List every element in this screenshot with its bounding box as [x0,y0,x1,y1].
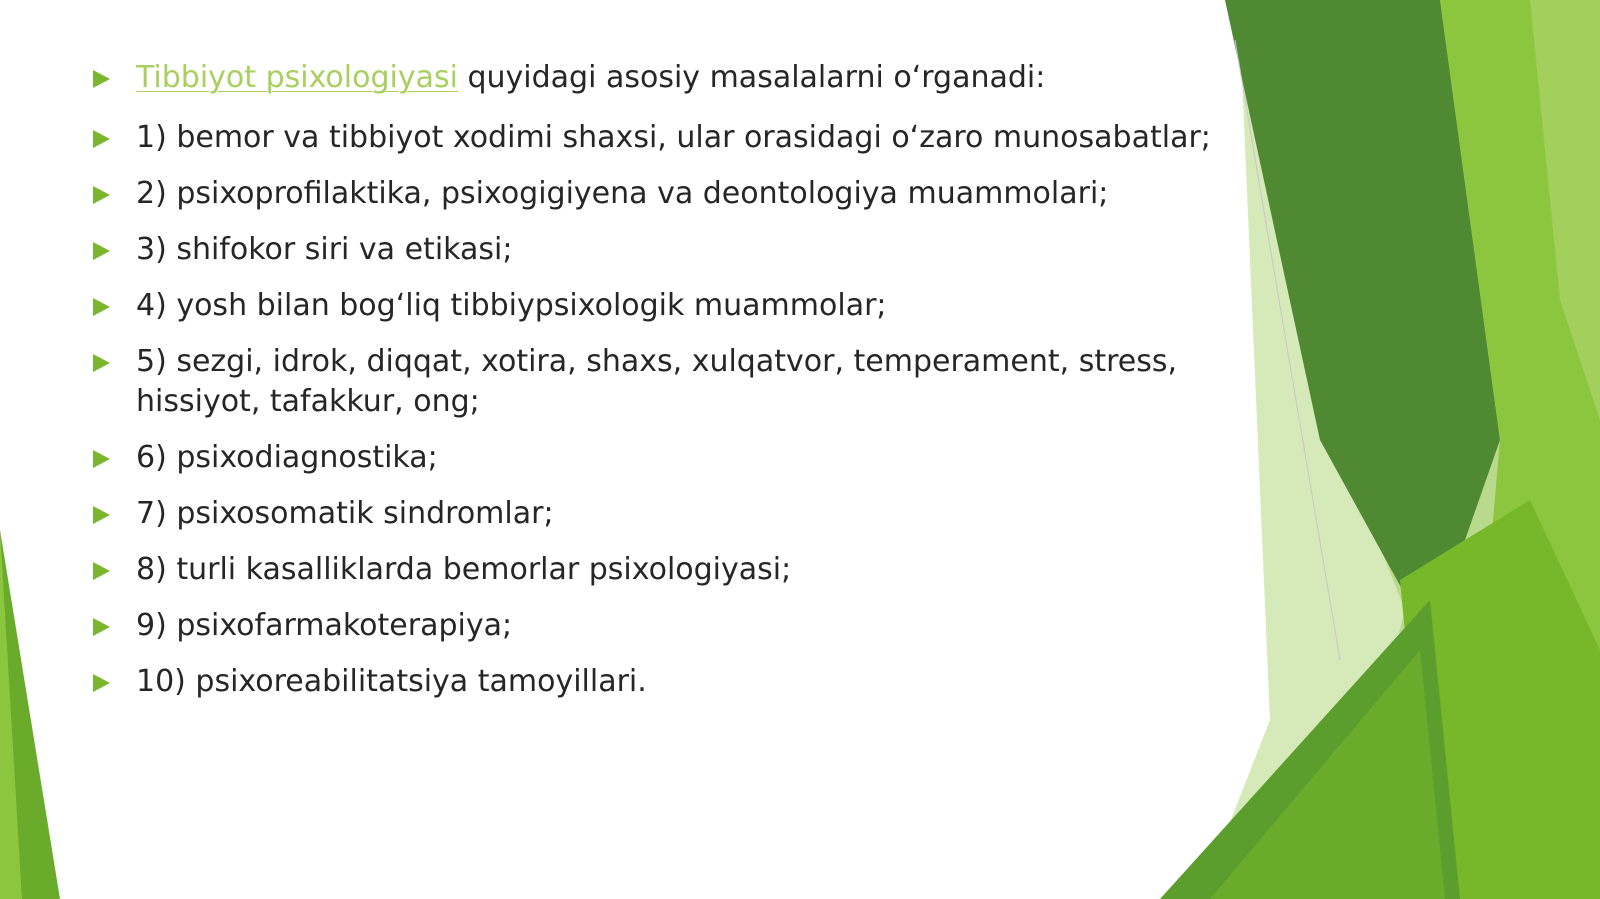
list-item-text: 6) psixodiagnostika; [136,440,438,475]
list-item-text: 1) bemor va tibbiyot xodimi shaxsi, ular orasidagi o‘zaro munosabatlar; [136,120,1211,155]
triangle-bullet-icon [93,674,110,692]
list-item [90,342,1230,422]
intro-bullet [90,58,1230,98]
triangle-bullet-icon [93,618,110,636]
intro-text: quyidagi asosiy masalalarni o‘rganadi: [457,60,1046,95]
list-item-text: 4) yosh bilan bog‘liq tibbiypsixologik muammolar; [136,288,887,323]
bullet-list [90,58,1230,702]
list-item-text: 8) turli kasalliklarda bemorlar psixologiyasi; [136,552,792,587]
triangle-bullet-icon [93,70,110,88]
list-item-text: 10) psixoreabilitatsiya tamoyillari. [136,664,647,699]
triangle-bullet-icon [93,450,110,468]
triangle-bullet-icon [93,562,110,580]
list-item [90,118,1230,158]
list-item [90,230,1230,270]
triangle-bullet-icon [93,242,110,260]
slide-content [90,58,1230,718]
list-item [90,494,1230,534]
list-item [90,550,1230,590]
triangle-bullet-icon [93,298,110,316]
list-item [90,174,1230,214]
list-item-text: 7) psixosomatik sindromlar; [136,496,554,531]
triangle-bullet-icon [93,130,110,148]
topic-link[interactable]: Tibbiyot psixologiyasi [136,60,458,95]
list-item-text: 5) sezgi, idrok, diqqat, xotira, shaxs, xulqatvor, temperament, stress, hissiyot, tafakkur, ong; [136,344,1178,419]
list-item [90,286,1230,326]
triangle-bullet-icon [93,186,110,204]
list-item [90,438,1230,478]
list-item-text: 2) psixoprofilaktika, psixogigiyena va deontologiya muammolari; [136,176,1109,211]
triangle-bullet-icon [93,354,110,372]
list-item-text: 9) psixofarmakoterapiya; [136,608,513,643]
triangle-bullet-icon [93,506,110,524]
list-item-text: 3) shifokor siri va etikasi; [136,232,513,267]
list-item [90,662,1230,702]
list-item [90,606,1230,646]
